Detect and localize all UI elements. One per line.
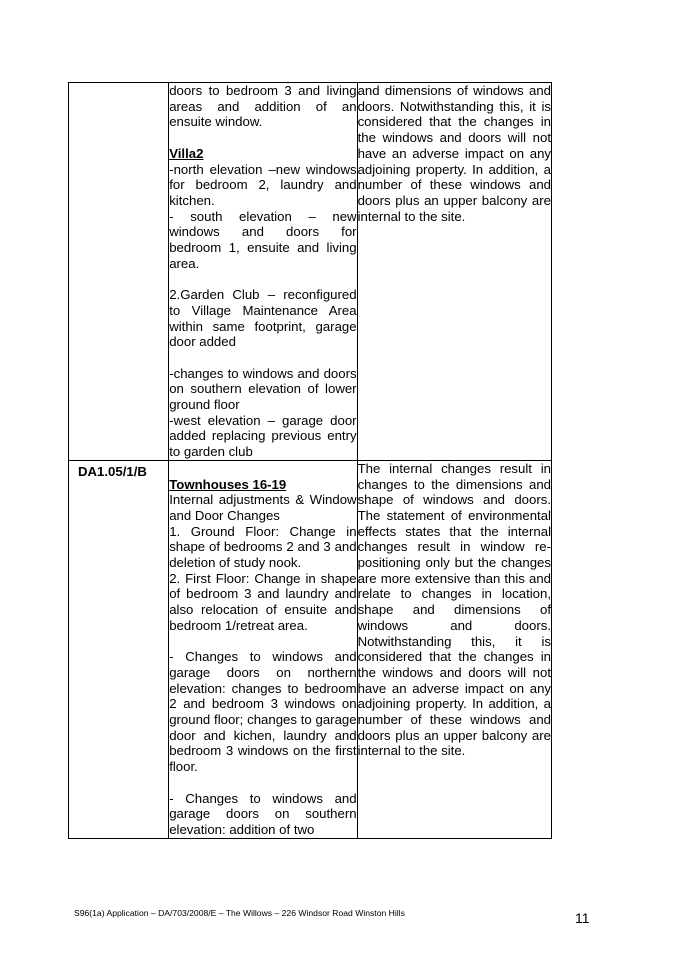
- changes-cell: [169, 460, 357, 838]
- changes-text: 1. Ground Floor: Change in shape of bedrooms 2 and 3 and deletion of study nook.: [169, 523, 357, 571]
- table-row: [69, 460, 552, 838]
- changes-cell: [169, 83, 357, 461]
- assessment-text: and dimensions of windows and doors. Notwithstanding this, it is considered that the changes in the windows and doors will not have an adverse impact on any adjoining property. In addition, a number of these windows and doors plus an upper balcony are internal to the site.: [357, 83, 551, 224]
- section-heading: Townhouses 16-19: [169, 476, 287, 492]
- changes-text: 2.Garden Club – reconfigured to Village Maintenance Area within same footprint, garage door added: [169, 287, 357, 350]
- page-footer: S96(1a) Application – DA/703/2008/E – The Willows – 226 Windsor Road Winston Hills: [74, 908, 405, 918]
- assessment-cell: [357, 83, 551, 461]
- section-heading: Villa2: [169, 145, 204, 161]
- assessment-cell: [357, 460, 551, 838]
- table-row: [69, 83, 552, 461]
- changes-text: - Changes to windows and garage doors on southern elevation: addition of two: [169, 790, 357, 837]
- changes-text: -west elevation – garage door added replacing previous entry to garden club: [169, 412, 357, 460]
- assessment-table: [68, 82, 552, 839]
- reference-cell: DA1.05/1/B: [69, 460, 169, 838]
- reference-cell: [69, 83, 169, 461]
- changes-text: 2. First Floor: Change in shape of bedroom 3 and laundry and also relocation of ensuite and bedroom 1/retreat area.: [169, 570, 357, 633]
- changes-text: doors to bedroom 3 and living areas and addition of an ensuite window.: [169, 83, 357, 130]
- changes-text: -north elevation –new windows for bedroom 2, laundry and kitchen.: [169, 161, 357, 208]
- page-number: 11: [575, 910, 590, 926]
- changes-text: -changes to windows and doors on southern elevation of lower ground floor: [169, 365, 357, 413]
- changes-text: - south elevation – new windows and doors for bedroom 1, ensuite and living area.: [169, 208, 357, 271]
- changes-text: - Changes to windows and garage doors on northern elevation: changes to bedroom 2 and bedroom 3 windows on ground floor; changes to garage door and kichen, laundry and bedroom 3 windows on the first floor.: [169, 649, 357, 775]
- assessment-text: The internal changes result in changes to the dimensions and shape of windows and doors. The statement of environmental effects states that the internal changes result in window re-positioning only but the changes are more extensive than this and relate to changes in location, shape and dimensions of windows and doors. Notwithstanding this, it is considered that the changes in the windows and doors will not have an adverse impact on any adjoining property. In addition, a number of these windows and doors plus an upper balcony are internal to the site.: [357, 460, 551, 759]
- changes-text: Internal adjustments & Window and Door Changes: [169, 492, 357, 523]
